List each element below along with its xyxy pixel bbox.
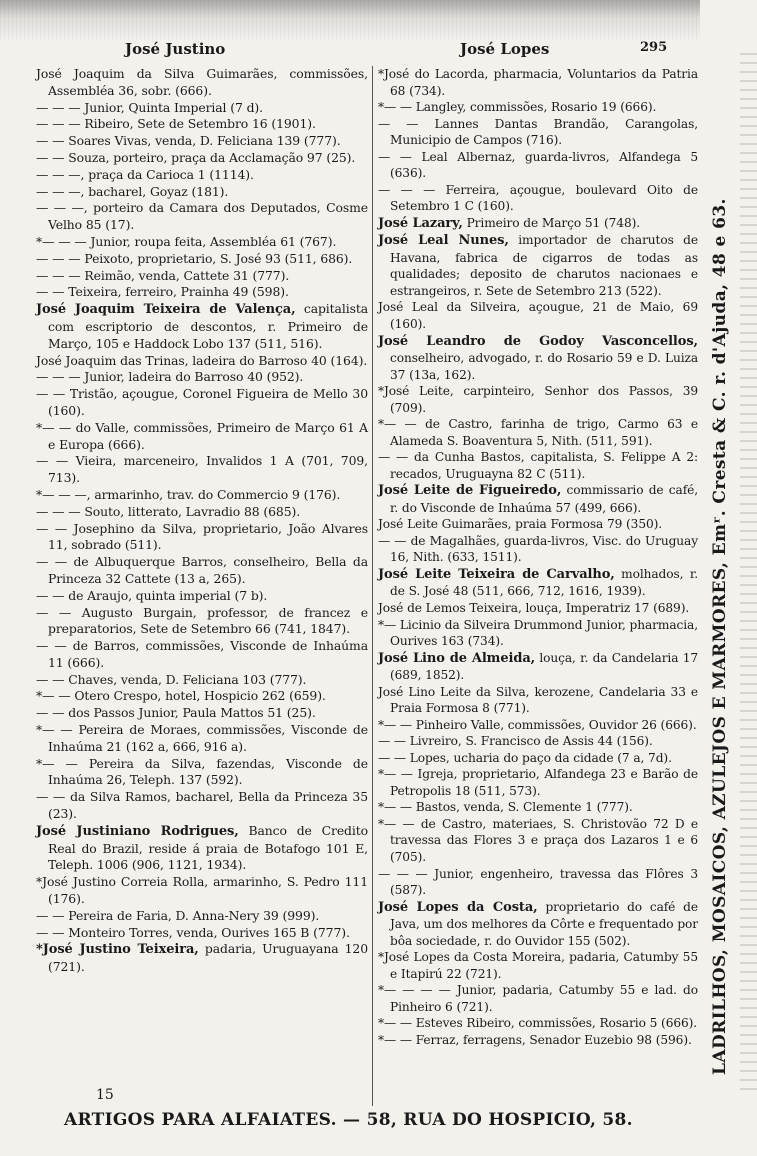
entry-text: José Joaquim das Trinas, ladeira do Barroso 40 (164). bbox=[36, 352, 368, 368]
entry-text: — — Lopes, ucharia do paço da cidade (7 a, 7d). bbox=[378, 750, 672, 765]
directory-entry bbox=[378, 982, 698, 1015]
entry-text: — — —, praça da Carioca 1 (1114). bbox=[36, 166, 254, 182]
entry-text: commissario de café, r. do Visconde de Inhaúma 57 (499, 666). bbox=[390, 483, 698, 515]
side-advertisement bbox=[700, 65, 740, 1075]
entry-text: conselheiro, advogado, r. do Rosario 59 e D. Luiza 37 (13a, 162). bbox=[390, 351, 698, 382]
entry-text: molhados, r. de S. José 48 (511, 666, 712, 1616, 1939). bbox=[390, 566, 699, 599]
entry-text: *— — Pereira de Moraes, commissões, Visconde de Inhaúma 21 (162 a, 666, 916 a). bbox=[36, 722, 368, 754]
directory-entry bbox=[378, 949, 698, 982]
directory-entry bbox=[36, 453, 368, 487]
entry-text: — — de Albuquerque Barros, conselheiro, Bella da Princeza 32 Cattete (13 a, 265). bbox=[36, 554, 368, 586]
directory-entry bbox=[378, 416, 698, 449]
entry-text: *— — Pinheiro Valle, commissões, Ouvidor 26 (666). bbox=[378, 717, 697, 732]
entry-text: *— — — Junior, roupa feita, Assembléa 61 (767). bbox=[36, 233, 337, 249]
directory-entry bbox=[378, 299, 698, 332]
directory-entry bbox=[378, 566, 698, 600]
directory-entry bbox=[378, 232, 698, 299]
directory-entry bbox=[378, 816, 698, 866]
directory-entry bbox=[36, 369, 368, 386]
entry-text: *José Lopes da Costa Moreira, padaria, Catumby 55 e Itapirú 22 (721). bbox=[378, 950, 698, 981]
entry-text: — — Soares Vivas, venda, D. Feliciana 139 (777). bbox=[36, 133, 341, 149]
directory-entry bbox=[36, 638, 368, 672]
entry-text: José Joaquim da Silva Guimarães, commissões, Assembléa 36, sobr. (666). bbox=[36, 66, 368, 98]
directory-entry bbox=[378, 66, 698, 99]
entry-text: Primeiro de Março 51 (748). bbox=[462, 215, 641, 230]
directory-entry bbox=[36, 504, 368, 521]
entry-text: *— — de Castro, farinha de trigo, Carmo 63 e Alameda S. Boaventura 5, Nith. (511, 591). bbox=[378, 417, 698, 448]
directory-entry bbox=[378, 799, 698, 816]
entry-text: — — Vieira, marceneiro, Invalidos 1 A (701, 709, 713). bbox=[36, 453, 368, 486]
entry-text: — — Lannes Dantas Brandão, Carangolas, Municipio de Campos (716). bbox=[378, 116, 698, 148]
column-divider bbox=[372, 66, 373, 1106]
entry-text: *— — — — Junior, padaria, Catumby 55 e lad. do Pinheiro 6 (721). bbox=[378, 983, 698, 1014]
entry-text: — — Pereira de Faria, D. Anna-Nery 39 (999). bbox=[36, 907, 320, 923]
entry-text: *— — Bastos, venda, S. Clemente 1 (777). bbox=[378, 800, 633, 815]
entry-text: *— — Langley, commissões, Rosario 19 (666). bbox=[378, 100, 657, 115]
entry-name-bold: José Lazary, bbox=[378, 215, 463, 231]
entry-text: *— — Esteves Ribeiro, commissões, Rosario 5 (666). bbox=[378, 1016, 698, 1031]
entry-name-bold: José Lopes da Costa, bbox=[378, 899, 538, 915]
side-advertisement-text: LADRILHOS, MOSAICOS, AZULEJOS E MARMORES, Emʳ. Cresta & C. r. d'Ajuda, 48 e 63. bbox=[710, 198, 730, 1075]
directory-entry bbox=[36, 386, 368, 420]
directory-entry bbox=[36, 100, 368, 117]
entry-text: *— — do Valle, commissões, Primeiro de Março 61 A e Europa (666). bbox=[36, 419, 368, 452]
entry-name-bold: José Leite Teixeira de Carvalho, bbox=[378, 566, 615, 582]
directory-entry bbox=[378, 717, 698, 734]
entry-text: — — de Araujo, quinta imperial (7 b). bbox=[36, 587, 268, 603]
entry-text: — — Teixeira, ferreiro, Prainha 49 (598). bbox=[36, 284, 289, 300]
directory-entry bbox=[378, 650, 698, 684]
header-left: José Justino bbox=[125, 40, 226, 58]
page-number: 15 bbox=[96, 1087, 114, 1103]
directory-entry bbox=[36, 925, 368, 942]
directory-entry bbox=[36, 251, 368, 268]
entry-text: — — Chaves, venda, D. Feliciana 103 (777). bbox=[36, 671, 307, 687]
entry-text: — — — Junior, ladeira do Barroso 40 (952). bbox=[36, 369, 304, 385]
scan-noise bbox=[0, 0, 700, 40]
directory-entry bbox=[378, 600, 698, 617]
directory-entry bbox=[378, 383, 698, 416]
directory-entry bbox=[36, 789, 368, 823]
entry-text: — — dos Passos Junior, Paula Mattos 51 (25). bbox=[36, 705, 316, 721]
directory-entry bbox=[378, 617, 698, 650]
entry-text: José Lino Leite da Silva, kerozene, Candelaria 33 e Praia Formosa 8 (771). bbox=[378, 684, 698, 716]
directory-entry bbox=[36, 353, 368, 370]
entry-text: — — Tristão, açougue, Coronel Figueira de Mello 30 (160). bbox=[36, 386, 368, 418]
entry-name-bold: José Justiniano Rodrigues, bbox=[36, 823, 239, 839]
entry-text: — — Josephino da Silva, proprietario, João Alvares 11, sobrado (511). bbox=[36, 520, 368, 553]
directory-entry bbox=[378, 516, 698, 533]
entry-text: *— — Igreja, proprietario, Alfandega 23 e Barão de Petropolis 18 (511, 573). bbox=[378, 767, 698, 798]
entry-name-bold: José Leite de Figueiredo, bbox=[378, 483, 562, 499]
entry-text: — — — Souto, litterato, Lavradio 88 (685). bbox=[36, 503, 301, 519]
entry-text: José de Lemos Teixeira, louça, Imperatriz 17 (689). bbox=[378, 601, 690, 615]
directory-entry bbox=[378, 533, 698, 566]
entry-text: *— — Ferraz, ferragens, Senador Euzebio 98 (596). bbox=[378, 1032, 692, 1047]
entry-text: José Leite Guimarães, praia Formosa 79 (350). bbox=[378, 517, 663, 532]
directory-entry bbox=[36, 908, 368, 925]
entry-name-bold: José Leal Nunes, bbox=[378, 233, 509, 249]
entry-name-bold: José Lino de Almeida, bbox=[378, 650, 536, 666]
entry-text: — — — Reimão, venda, Cattete 31 (777). bbox=[36, 267, 290, 283]
entry-text: — — — Junior, Quinta Imperial (7 d). bbox=[36, 99, 264, 115]
entry-text: — — Leal Albernaz, guarda-livros, Alfandega 5 (636). bbox=[378, 149, 698, 181]
entry-text: Banco de Credito Real do Brazil, reside á praia de Botafogo 101 E, Teleph. 1006 (906, 1121, 1934). bbox=[48, 822, 368, 873]
directory-entry bbox=[36, 184, 368, 201]
directory-entry bbox=[36, 268, 368, 285]
directory-entry bbox=[378, 899, 698, 950]
entry-text: *— — de Castro, materiaes, S. Christovão 72 D e travessa das Flores 3 e praça dos Lazaros 1 e 6 (705). bbox=[378, 816, 698, 864]
directory-entry bbox=[378, 482, 698, 516]
entry-text: *José Leite, carpinteiro, Senhor dos Passos, 39 (709). bbox=[378, 384, 698, 415]
entry-name-bold: José Leandro de Godoy Vasconcellos, bbox=[378, 333, 698, 349]
entry-text: proprietario do café de Java, um dos melhores da Côrte e frequentado por bôa sociedade, r. do Ouvidor 155 (502). bbox=[390, 899, 698, 948]
scan-speckle bbox=[740, 50, 757, 1090]
directory-entry bbox=[378, 99, 698, 116]
entry-text: — — —, porteiro da Camara dos Deputados, Cosme Velho 85 (17). bbox=[36, 200, 368, 233]
entry-text: *— Licinio da Silveira Drummond Junior, pharmacia, Ourives 163 (734). bbox=[378, 617, 698, 649]
entry-name-bold: José Joaquim Teixeira de Valença, bbox=[36, 302, 296, 318]
entry-text: louça, r. da Candelaria 17 (689, 1852). bbox=[390, 650, 698, 683]
entry-text: — — Souza, porteiro, praça da Acclamação 97 (25). bbox=[36, 149, 356, 165]
entry-text: *José Justino Correia Rolla, armarinho, S. Pedro 111 (176). bbox=[36, 874, 368, 907]
left-column bbox=[36, 66, 368, 976]
directory-entry bbox=[378, 733, 698, 750]
entry-text: — — —, bacharel, Goyaz (181). bbox=[36, 183, 229, 199]
directory-entry bbox=[36, 756, 368, 790]
header-page-number: 295 bbox=[640, 40, 668, 55]
directory-entry bbox=[36, 167, 368, 184]
entry-text: — — — Ribeiro, Sete de Setembro 16 (1901). bbox=[36, 116, 316, 132]
directory-entry bbox=[36, 605, 368, 639]
directory-entry bbox=[378, 684, 698, 717]
directory-entry bbox=[36, 588, 368, 605]
entry-text: padaria, Uruguayana 120 (721). bbox=[48, 941, 368, 975]
directory-entry bbox=[36, 554, 368, 588]
entry-text: — — Monteiro Torres, venda, Ourives 165 B (777). bbox=[36, 924, 350, 940]
directory-entry bbox=[36, 66, 368, 100]
directory-entry bbox=[36, 284, 368, 301]
entry-text: — — — Ferreira, açougue, boulevard Oito de Setembro 1 C (160). bbox=[378, 182, 698, 214]
directory-entry bbox=[378, 766, 698, 799]
directory-entry bbox=[36, 521, 368, 555]
directory-entry bbox=[36, 301, 368, 352]
directory-entry bbox=[378, 116, 698, 149]
directory-entry bbox=[378, 333, 698, 384]
entry-text: *— — Pereira da Silva, fazendas, Visconde de Inhaúma 26, Teleph. 137 (592). bbox=[36, 755, 368, 788]
directory-entry bbox=[36, 823, 368, 874]
entry-text: — — de Barros, commissões, Visconde de Inhaúma 11 (666). bbox=[36, 638, 368, 670]
directory-entry bbox=[378, 866, 698, 899]
entry-text: — — Livreiro, S. Francisco de Assis 44 (156). bbox=[378, 734, 653, 749]
header-right: José Lopes bbox=[460, 40, 550, 58]
entry-text: — — — Junior, engenheiro, travessa das Flôres 3 (587). bbox=[378, 866, 698, 898]
running-header bbox=[30, 40, 670, 60]
entry-text: *— — —, armarinho, trav. do Commercio 9 (176). bbox=[36, 486, 341, 502]
footer-advertisement: ARTIGOS PARA ALFAIATES. — 58, RUA DO HOSPICIO, 58. bbox=[64, 1110, 633, 1130]
directory-entry bbox=[36, 672, 368, 689]
directory-entry bbox=[36, 234, 368, 251]
directory-entry bbox=[36, 116, 368, 133]
directory-entry bbox=[36, 150, 368, 167]
entry-text: — — da Cunha Bastos, capitalista, S. Felippe A 2: recados, Uruguayna 82 C (511). bbox=[378, 450, 698, 481]
entry-text: — — de Magalhães, guarda-livros, Visc. do Uruguay 16, Nith. (633, 1511). bbox=[378, 533, 698, 565]
directory-entry bbox=[378, 1015, 698, 1032]
directory-entry bbox=[36, 941, 368, 976]
entry-text: — — da Silva Ramos, bacharel, Bella da Princeza 35 (23). bbox=[36, 789, 368, 822]
right-column bbox=[378, 66, 698, 1048]
directory-entry bbox=[378, 449, 698, 482]
entry-text: *José do Lacorda, pharmacia, Voluntarios da Patria 68 (734). bbox=[378, 67, 698, 98]
entry-text: José Leal da Silveira, açougue, 21 de Maio, 69 (160). bbox=[378, 300, 698, 331]
entry-text: *— — Otero Crespo, hotel, Hospicio 262 (659). bbox=[36, 688, 326, 704]
entry-text: — — — Peixoto, proprietario, S. José 93 (511, 686). bbox=[36, 250, 353, 266]
directory-entry bbox=[36, 874, 368, 908]
directory-entry bbox=[36, 200, 368, 234]
directory-entry bbox=[378, 750, 698, 767]
directory-entry bbox=[36, 705, 368, 722]
directory-entry bbox=[378, 149, 698, 182]
directory-entry bbox=[36, 722, 368, 756]
directory-entry bbox=[36, 133, 368, 150]
directory-entry bbox=[36, 487, 368, 504]
entry-name-bold: *José Justino Teixeira, bbox=[36, 942, 199, 958]
directory-entry bbox=[378, 1032, 698, 1049]
directory-entry bbox=[378, 182, 698, 215]
entry-text: capitalista com escriptorio de descontos, r. Primeiro de Março, 105 e Haddock Lobo 137 (511, 516). bbox=[48, 301, 368, 351]
directory-entry bbox=[36, 420, 368, 454]
directory-entry bbox=[36, 688, 368, 705]
directory-entry bbox=[378, 215, 698, 233]
entry-text: importador de charutos de Havana, fabrica de cigarros de todas as qualidades; deposito de charutos nacionaes e estrangeiros, r. Sete de Setembro 213 (522). bbox=[390, 233, 698, 298]
entry-text: — — Augusto Burgain, professor, de francez e preparatorios, Sete de Setembro 66 (741, 1847). bbox=[36, 604, 368, 637]
